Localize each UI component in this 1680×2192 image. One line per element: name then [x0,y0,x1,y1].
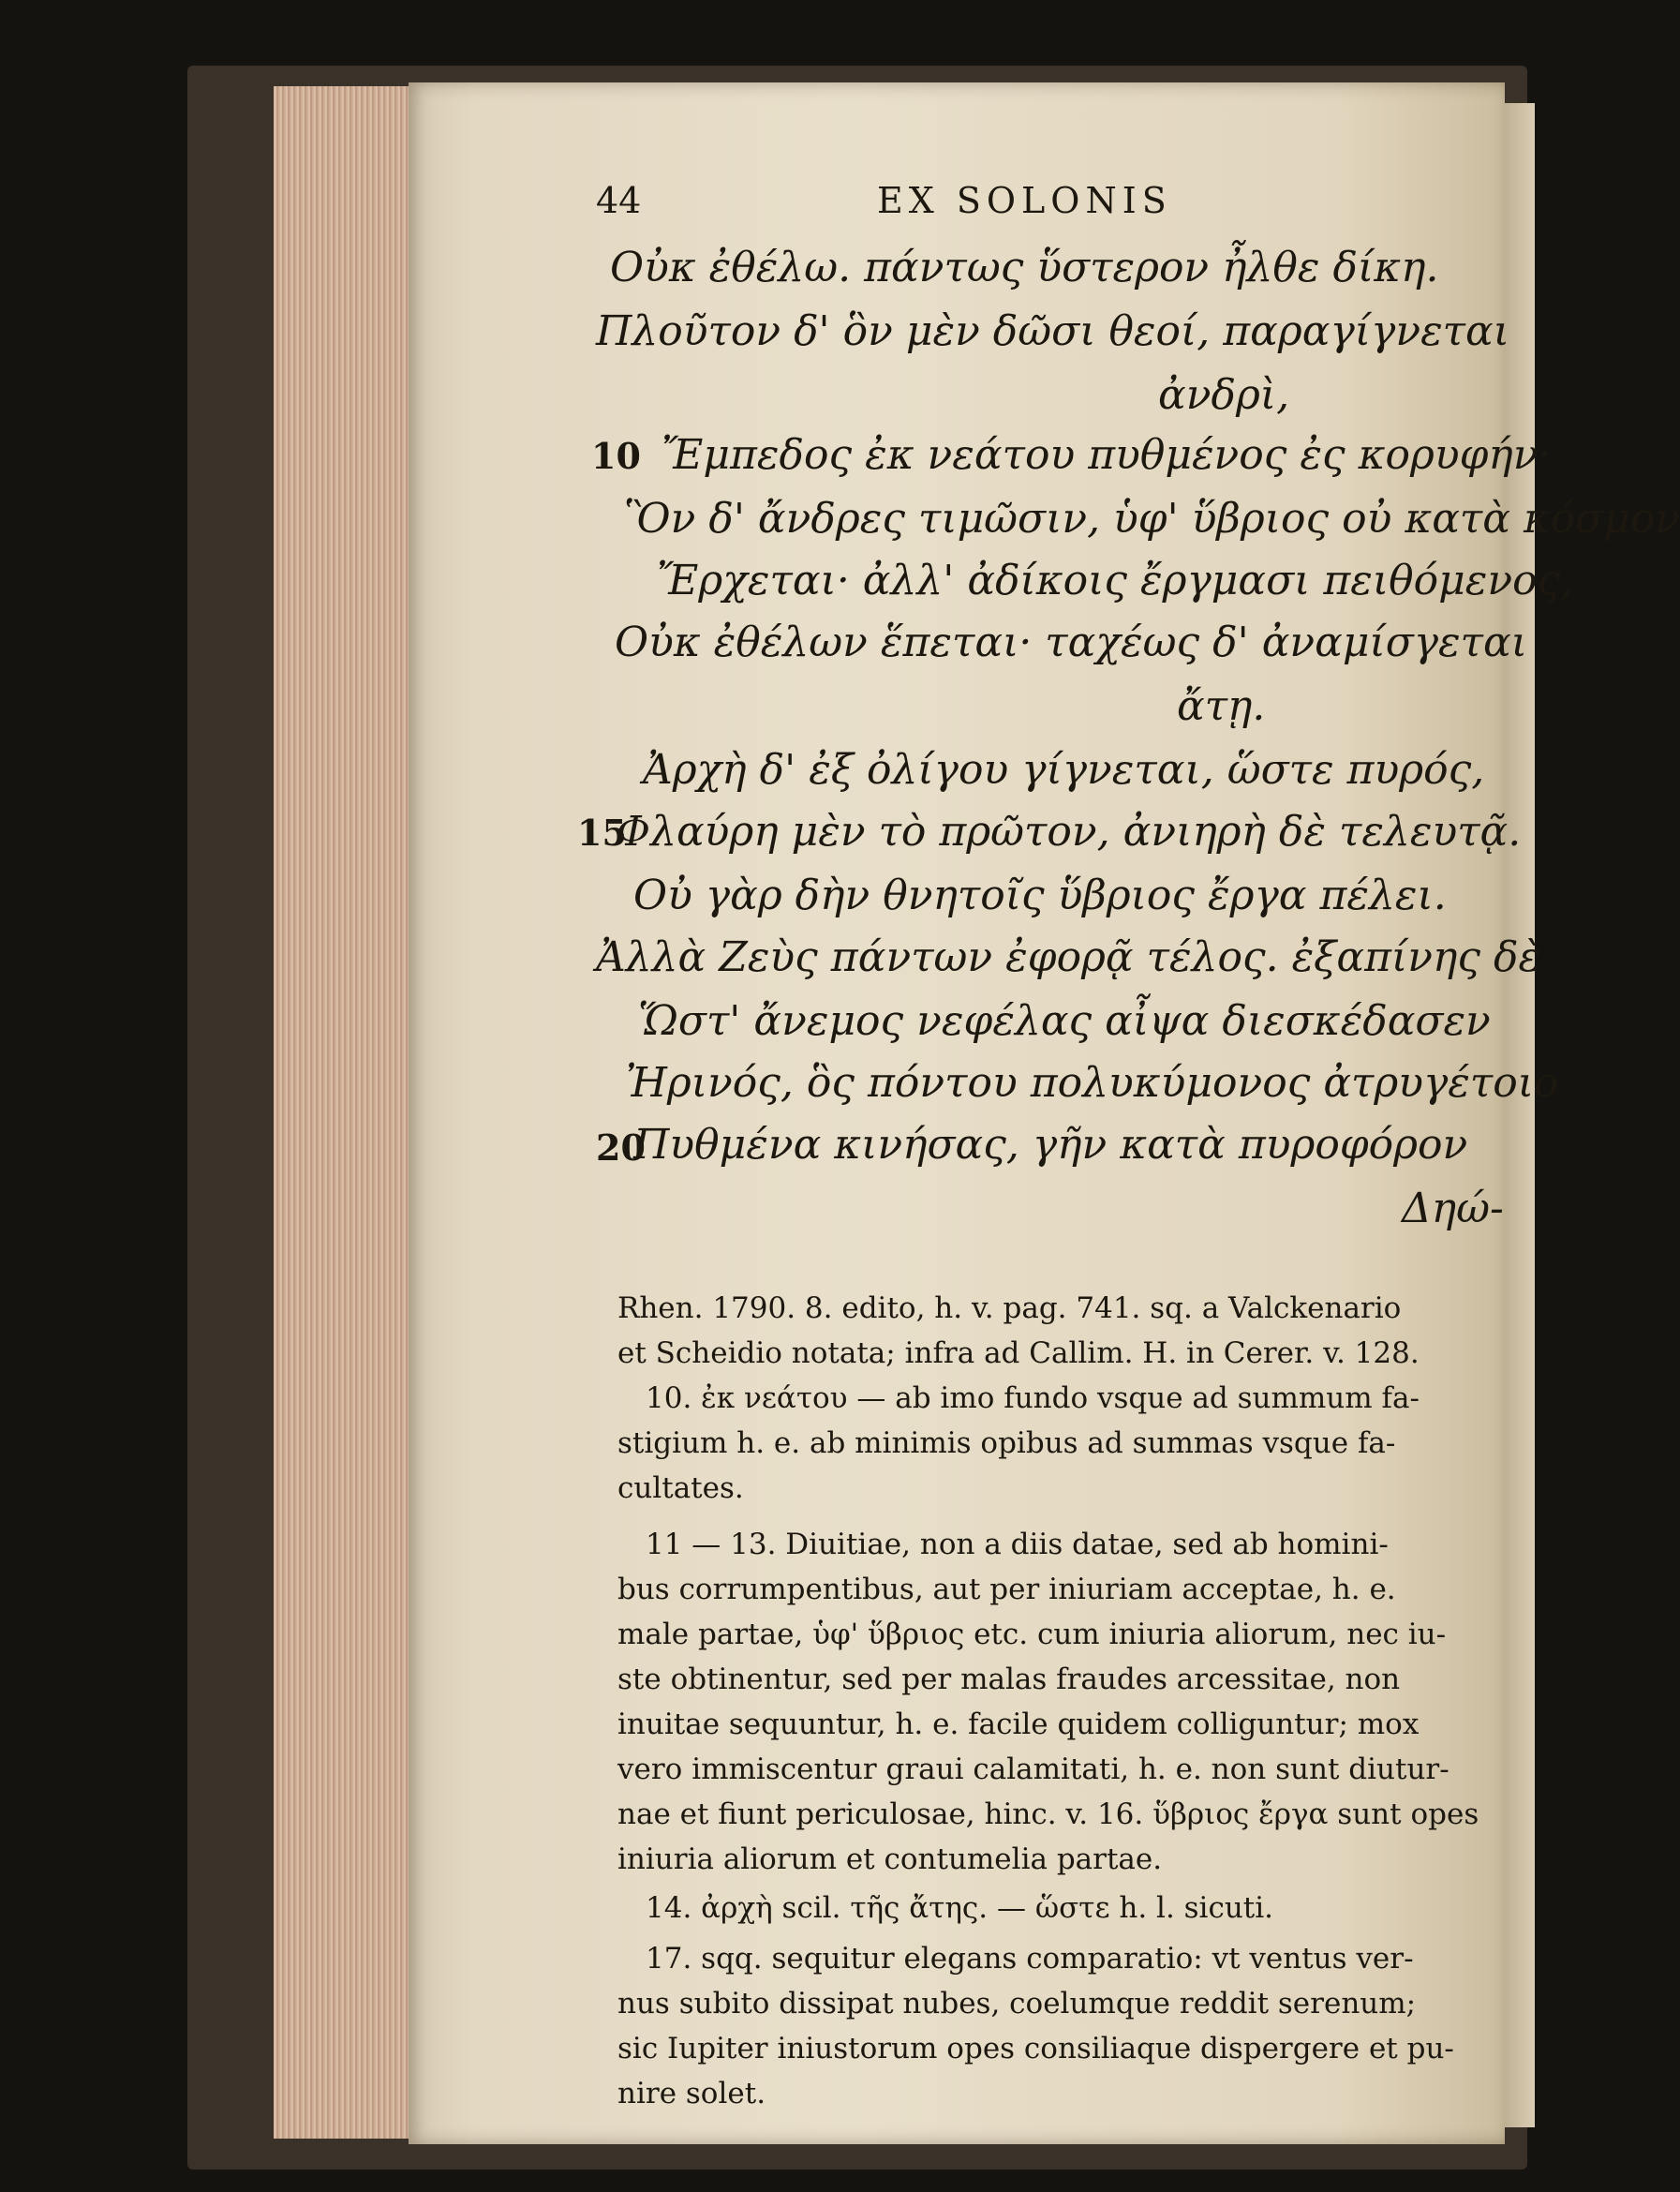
verse-line: Πλοῦτον δ' ὃν μὲν δῶσι θεοί, παραγίγνεται [596,307,1509,355]
verse-line: Οὐ γὰρ δὴν θνητοῖς ὕβριος ἔργα πέλει. [633,872,1447,919]
commentary-line: iniuria aliorum et contumelia partae. [617,1842,1163,1876]
commentary-line: vero immiscentur graui calamitati, h. e. non sunt diutur- [617,1752,1450,1786]
commentary-line: Rhen. 1790. 8. edito, h. v. pag. 741. sq. a Valckenario [617,1291,1402,1325]
verse-line: Ἀρχὴ δ' ἐξ ὀλίγου γίγνεται, ὥστε πυρός, [643,746,1485,794]
verse-line: ἀνδρὶ, [1158,371,1290,419]
commentary-line: male partae, ὑφ' ὕβριος etc. cum iniuria aliorum, nec iu- [617,1618,1447,1651]
commentary-line: sic Iupiter iniustorum opes consiliaque dispergere et pu- [617,2032,1454,2065]
verse-line: Φλαύρη μὲν τὸ πρῶτον, ἀνιηρὴ δὲ τελευτᾷ. [617,808,1522,856]
commentary-line: 11 — 13. Diuitiae, non a diis datae, sed ab homini- [646,1528,1389,1561]
commentary-line: nire solet. [617,2077,766,2110]
line-number: 20 [596,1126,646,1169]
verse-line: Ἀλλὰ Ζεὺς πάντων ἐφορᾷ τέλος. ἐξαπίνης δὲ [596,933,1541,981]
line-number: 15 [577,812,627,854]
verse-line: Οὐκ ἐθέλω. πάντως ὕστερον ἦλθε δίκη. [610,244,1439,291]
commentary-line: bus corrumpentibus, aut per iniuriam acceptae, h. e. [617,1573,1396,1606]
commentary-line: et Scheidio notata; infra ad Callim. H. in Cerer. v. 128. [617,1336,1420,1370]
commentary-line: 14. ἀρχὴ scil. τῆς ἄτης. — ὥστε h. l. sicuti. [646,1891,1274,1925]
page-number: 44 [596,180,642,221]
verse-line: Ἔρχεται· ἀλλ' ἀδίκοις ἔργμασι πειθόμενος, [657,557,1574,604]
verse-line: Ὥστ' ἄνεμος νεφέλας αἶψα διεσκέδασεν [638,997,1491,1045]
line-number: 10 [591,435,641,477]
commentary-line: 17. sqq. sequitur elegans comparatio: vt ventus ver- [646,1942,1414,1976]
verse-line: Οὐκ ἐθέλων ἕπεται· ταχέως δ' ἀναμίσγεται [615,619,1527,666]
commentary-line: inuitae sequuntur, h. e. facile quidem colliguntur; mox [617,1707,1420,1741]
commentary-line: stigium h. e. ab minimis opibus ad summas vsque fa- [617,1426,1396,1460]
verse-line: ἄτῃ. [1177,682,1266,730]
commentary-line: cultates. [617,1471,744,1505]
catchword: Δηώ- [1402,1185,1504,1232]
verse-line: Ἠρινός, ὃς πόντου πολυκύμονος ἀτρυγέτοιο [626,1059,1559,1107]
commentary-line: 10. ἐκ νεάτου — ab imo fundo vsque ad summum fa- [646,1381,1420,1415]
book-page [409,82,1680,2144]
page-edges [274,86,414,2139]
verse-line: Ὃν δ' ἄνδρες τιμῶσιν, ὑφ' ὕβριος οὐ κατὰ κόσμον [624,495,1680,543]
running-title: EX SOLONIS [877,180,1172,221]
verse-line: Ἔμπεδος ἐκ νεάτου πυθμένος ἐς κορυφήν· [662,431,1552,479]
commentary-line: ste obtinentur, sed per malas fraudes arcessitae, non [617,1663,1401,1696]
verse-line: Πυθμένα κινήσας, γῆν κατὰ πυροφόρον [633,1121,1468,1169]
commentary-line: nae et fiunt periculosae, hinc. v. 16. ὕβριος ἔργα sunt opes [617,1797,1479,1831]
commentary-line: nus subito dissipat nubes, coelumque reddit serenum; [617,1987,1417,2021]
